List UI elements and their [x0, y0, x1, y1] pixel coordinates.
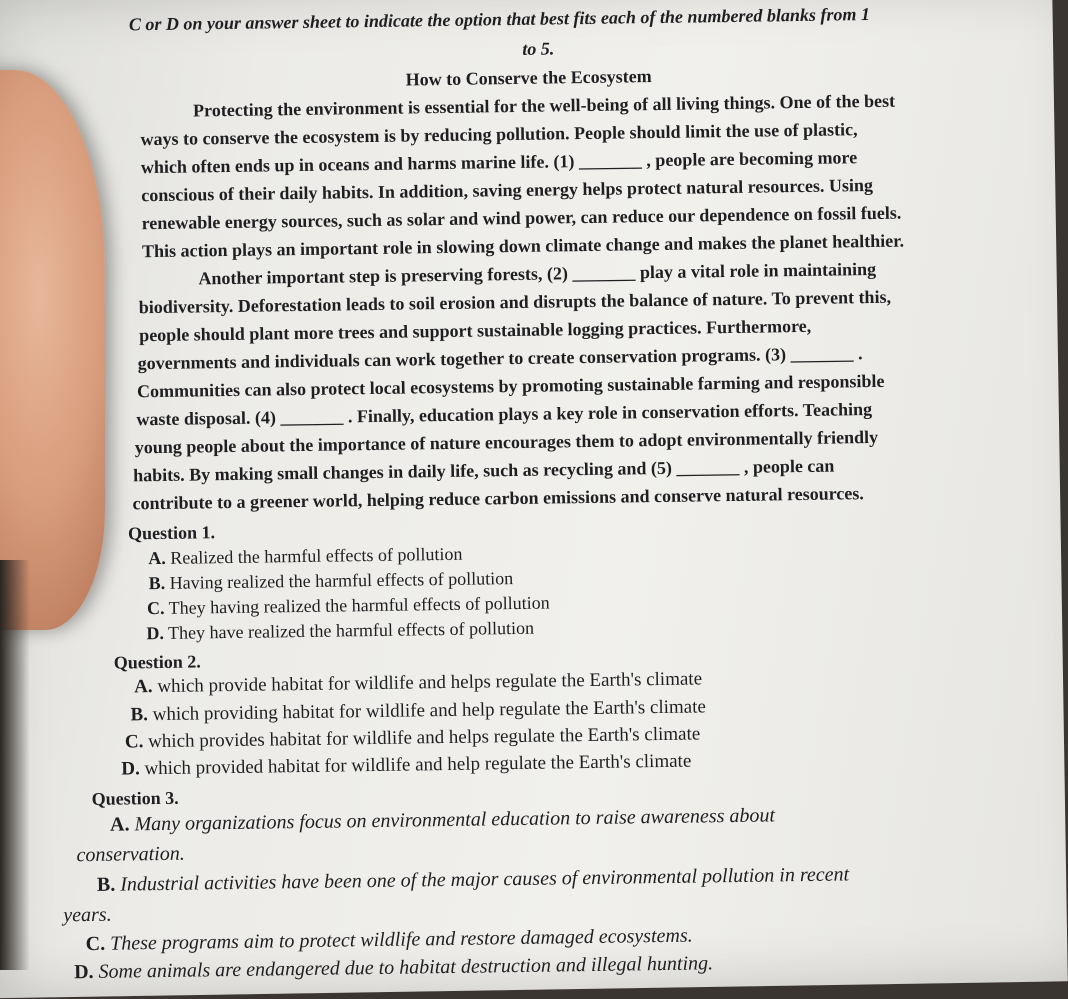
passage-line: ways to conserve the ecosystem is by reducing pollution. People should limit the use of plastic,	[140, 119, 858, 150]
option-text: which provides habitat for wildlife and helps regulate the Earth's climate	[147, 723, 701, 753]
option-text: which providing habitat for wildlife and help regulate the Earth's climate	[152, 696, 707, 726]
passage-line: waste disposal. (4) _______ . Finally, education plays a key role in conservation efforts. Teaching	[136, 399, 873, 430]
question-3-option-b-cont: years.	[63, 903, 112, 927]
option-text: These programs aim to protect wildlife and restore damaged ecosystems.	[110, 924, 693, 955]
option-text: which provide habitat for wildlife and helps regulate the Earth's climate	[157, 668, 703, 698]
option-text: Some animals are endangered due to habitat destruction and illegal hunting.	[98, 952, 714, 983]
option-letter: A.	[148, 547, 166, 569]
option-letter: D.	[121, 758, 140, 780]
question-1-option-b[interactable]	[149, 567, 514, 594]
question-2-option-c[interactable]	[125, 723, 701, 753]
question-1-option-a[interactable]	[148, 543, 462, 569]
passage-line: conscious of their daily habits. In addition, saving energy helps protect natural resources. Using	[141, 175, 874, 206]
option-letter: B.	[148, 572, 166, 594]
option-letter: B.	[130, 704, 149, 726]
option-letter: C.	[85, 932, 106, 956]
passage-line: Another important step is preserving forests, (2) _______ play a vital role in maintaining	[198, 258, 877, 289]
hand-shadow	[0, 560, 30, 970]
passage-title: How to Conserve the Ecosystem	[405, 66, 652, 90]
passage-line: contribute to a greener world, helping reduce carbon emissions and conserve natural resources.	[132, 483, 864, 514]
passage-line: This action plays an important role in slowing down climate change and makes the planet healthier.	[141, 230, 905, 262]
option-text: which provided habitat for wildlife and help regulate the Earth's climate	[144, 750, 692, 780]
question-2-option-b[interactable]	[130, 696, 706, 726]
option-text: Having realized the harmful effects of pollution	[169, 568, 514, 593]
question-3-label: Question 3.	[91, 787, 179, 809]
option-text: Many organizations focus on environmental education to raise awareness about	[134, 804, 776, 836]
question-3-option-a[interactable]	[110, 804, 775, 835]
passage-line: renewable energy sources, such as solar and wind power, can reduce our dependence on fossil fuels.	[141, 202, 902, 234]
passage-line: habits. By making small changes in daily life, such as recycling and (5) _______ , people can	[133, 455, 835, 486]
option-letter: D.	[146, 622, 165, 644]
question-1-option-c[interactable]	[147, 592, 550, 620]
passage-line: governments and individuals can work together to create conservation programs. (3) _______ .	[137, 343, 863, 374]
instruction-line-1: C or D on your answer sheet to indicate the option that best fits each of the numbered blanks from 1	[128, 4, 871, 35]
option-text: Realized the harmful effects of pollution	[170, 543, 463, 568]
instruction-line-2: to 5.	[522, 38, 555, 59]
option-letter: A.	[133, 676, 153, 698]
option-text: They having realized the harmful effects of pollution	[168, 592, 550, 618]
question-3-option-c[interactable]	[86, 925, 693, 955]
passage-line: Communities can also protect local ecosystems by promoting sustainable farming and responsible	[136, 370, 885, 402]
passage-line: which often ends up in oceans and harms marine life. (1) _______ , people are becoming more	[140, 147, 858, 178]
option-text: They have realized the harmful effects of pollution	[167, 617, 535, 643]
option-letter: B.	[96, 873, 116, 896]
question-1-label: Question 1.	[127, 522, 216, 544]
question-3-option-b[interactable]	[97, 863, 850, 896]
question-2-option-a[interactable]	[134, 668, 702, 698]
passage-line: biodiversity. Deforestation leads to soil erosion and disrupts the balance of nature. To prevent this,	[138, 286, 892, 318]
option-letter: C.	[146, 597, 165, 619]
question-3-option-a-cont: conservation.	[76, 842, 185, 867]
option-letter: D.	[73, 960, 94, 984]
option-text: Industrial activities have been one of the major causes of environmental pollution in recent	[120, 863, 850, 896]
question-1-option-d[interactable]	[146, 617, 534, 644]
passage-line: people should plant more trees and support sustainable logging practices. Furthermore,	[139, 315, 812, 346]
passage-line: Protecting the environment is essential for the well-being of all living things. One of the best	[192, 90, 896, 121]
option-letter: A.	[109, 813, 130, 836]
question-2-option-d[interactable]	[121, 751, 691, 781]
question-2-label: Question 2.	[113, 651, 201, 673]
option-letter: C.	[124, 731, 144, 753]
passage-line: young people about the importance of nature encourages them to adopt environmentally friendly	[134, 426, 879, 458]
